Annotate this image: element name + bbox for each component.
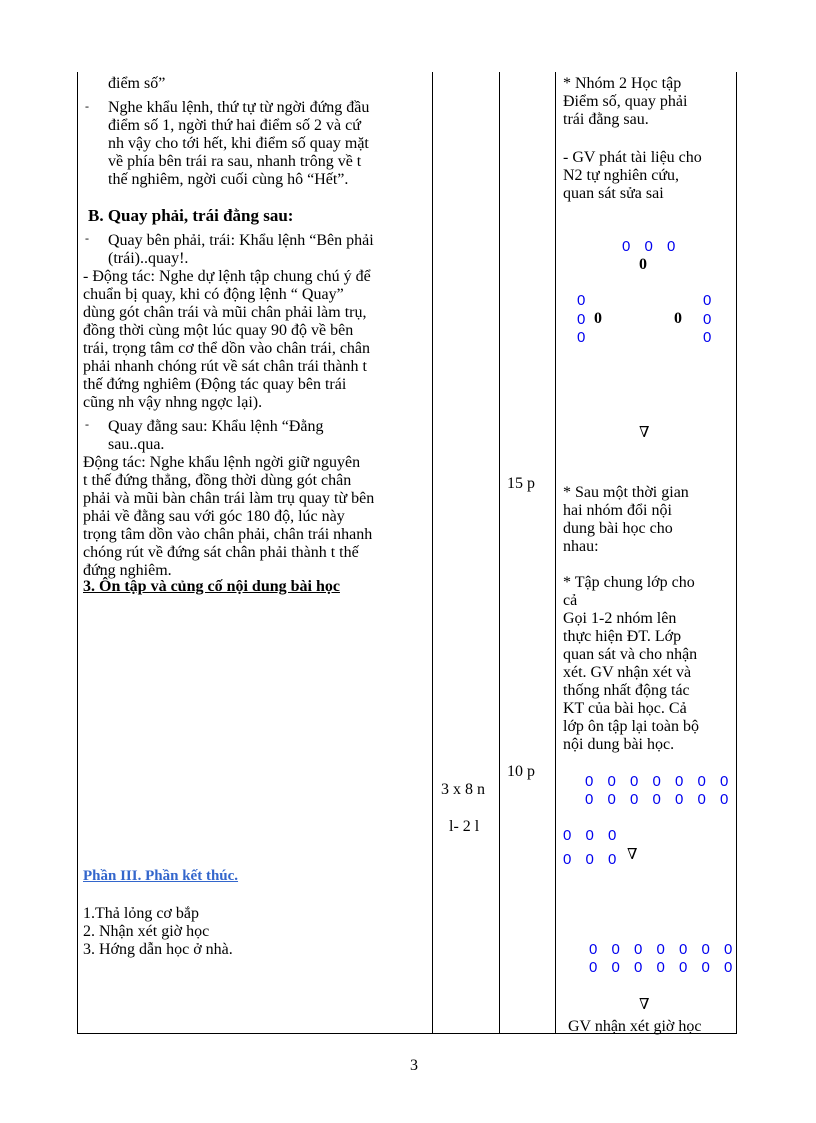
method-line: quan sát và cho nhận: [563, 646, 698, 663]
method-line: nhau:: [563, 538, 599, 555]
content-line: điểm số”: [108, 75, 166, 92]
method-line: hai nhóm đổi nội: [563, 502, 672, 519]
teacher-marker: 0: [674, 310, 682, 327]
section-heading-b: B. Quay phải, trái đằng sau:: [88, 206, 294, 225]
ending-item: 2. Nhận xét giờ học: [83, 923, 210, 940]
content-line: Quay bên phải, trái: Khẩu lệnh “Bên phải: [108, 232, 374, 249]
formation-row: 0 0 0 0 0 0 0: [585, 773, 734, 790]
teacher-position-icon: ∇: [639, 997, 650, 1013]
table-border-col2: [432, 72, 433, 1034]
content-line: điểm số 1, ngời thứ hai điểm số 2 và cứ: [108, 117, 361, 134]
content-line: sau..qua.: [108, 436, 165, 453]
method-line: * Sau một thời gian: [563, 484, 689, 501]
formation-mark: 0: [577, 292, 586, 309]
content-line: phải về đằng sau với góc 180 độ, lúc này: [83, 508, 345, 525]
method-line: lớp ôn tập lại toàn bộ: [563, 718, 699, 735]
bullet-mark: -: [85, 417, 89, 431]
content-line: dùng gót chân trái và mũi chân phải làm trụ,: [83, 304, 367, 321]
content-line: Quay đằng sau: Khẩu lệnh “Đằng: [108, 418, 324, 435]
content-line: thế nghiêm, ngời cuối cùng hô “Hết”.: [108, 171, 349, 188]
method-line: nội dung bài học.: [563, 736, 675, 753]
method-line: * Nhóm 2 Học tập: [563, 75, 682, 92]
table-border-col3: [499, 72, 500, 1034]
teacher-marker: 0: [594, 310, 602, 327]
content-line: t thế đứng thẳng, đồng thời dùng gót chân: [83, 472, 352, 489]
formation-row: 0 0 0 0 0 0 0: [589, 941, 738, 958]
method-line: Gọi 1-2 nhóm lên: [563, 610, 677, 627]
content-line: Động tác: Nghe khẩu lệnh ngời giữ nguyên: [83, 454, 361, 471]
reps-value: 3 x 8 n: [441, 781, 485, 798]
method-line: thống nhất động tác: [563, 682, 690, 699]
formation-row: 0 0 0: [563, 827, 622, 844]
content-line: phải và mũi bàn chân trái làm trụ quay từ bên: [83, 490, 375, 507]
ending-item: 1.Thả lỏng cơ bắp: [83, 905, 199, 922]
method-line: - GV phát tài liệu cho: [563, 149, 702, 166]
table-border-right: [736, 72, 737, 1034]
method-line: Điểm số, quay phải: [563, 93, 688, 110]
bullet-mark: -: [85, 231, 89, 245]
content-line: trái, trọng tâm cơ thể dồn vào chân trái, chân: [83, 340, 371, 357]
method-line: xét. GV nhận xét và: [563, 664, 692, 681]
section-heading-3: 3. Ôn tập và củng cố nội dung bài học: [83, 578, 340, 595]
teacher-marker: 0: [639, 256, 647, 273]
method-line: GV nhận xét giờ học: [568, 1018, 702, 1035]
formation-mark: 0: [703, 329, 712, 346]
content-line: thế đứng nghiêm (Động tác quay bên trái: [83, 376, 347, 393]
method-line: quan sát sửa sai: [563, 185, 664, 202]
content-line: đồng thời cùng một lúc quay 90 độ về bên: [83, 322, 354, 339]
method-line: dung bài học cho: [563, 520, 673, 537]
method-line: thực hiện ĐT. Lớp: [563, 628, 682, 645]
content-line: nh vậy cho tới hết, khi điểm số quay mặt: [108, 135, 369, 152]
table-border-left: [77, 72, 78, 1034]
duration-value: 15 p: [507, 475, 535, 492]
content-line: chóng rút về đứng sát chân phải thành t thế: [83, 544, 359, 561]
teacher-position-icon: ∇: [627, 847, 638, 863]
teacher-position-icon: ∇: [639, 425, 650, 441]
part-3-link[interactable]: Phần III. Phần kết thúc.: [83, 868, 239, 884]
formation-mark: 0: [703, 311, 712, 328]
method-line: N2 tự nghiên cứu,: [563, 167, 679, 184]
duration-value: 10 p: [507, 763, 535, 780]
method-line: trái đằng sau.: [563, 111, 649, 128]
content-line: Nghe khẩu lệnh, thứ tự từ ngời đứng đầu: [108, 99, 370, 116]
content-line: (trái)..quay!.: [108, 250, 189, 267]
content-line: đứng nghiêm.: [83, 562, 172, 579]
method-line: cả: [563, 592, 578, 609]
formation-mark: 0: [577, 311, 586, 328]
times-value: l- 2 l: [449, 818, 480, 835]
formation-row: 0 0 0 0 0 0 0: [589, 959, 738, 976]
content-line: cũng nh vậy nhng ngợc lại).: [83, 394, 263, 411]
formation-row: 0 0 0: [563, 851, 622, 868]
formation-mark: 0: [577, 329, 586, 346]
table-border-col4: [555, 72, 556, 1034]
content-line: - Động tác: Nghe dự lệnh tập chung chú ý để: [83, 268, 371, 285]
formation-row: 0 0 0: [622, 238, 681, 255]
formation-row: 0 0 0 0 0 0 0: [585, 791, 734, 808]
content-line: về phía bên trái ra sau, nhanh trông về t: [108, 153, 362, 170]
method-line: * Tập chung lớp cho: [563, 574, 695, 591]
method-line: KT của bài học. Cả: [563, 700, 687, 717]
bullet-mark: -: [85, 99, 89, 113]
ending-item: 3. Hớng dẫn học ở nhà.: [83, 941, 233, 958]
page-number: 3: [410, 1057, 418, 1074]
content-line: trọng tâm dồn vào chân phải, chân trái nhanh: [83, 526, 373, 543]
content-line: chuẩn bị quay, khi có động lệnh “ Quay”: [83, 286, 344, 303]
content-line: phải nhanh chóng rút về sát chân trái thành t: [83, 358, 367, 375]
formation-mark: 0: [703, 292, 712, 309]
